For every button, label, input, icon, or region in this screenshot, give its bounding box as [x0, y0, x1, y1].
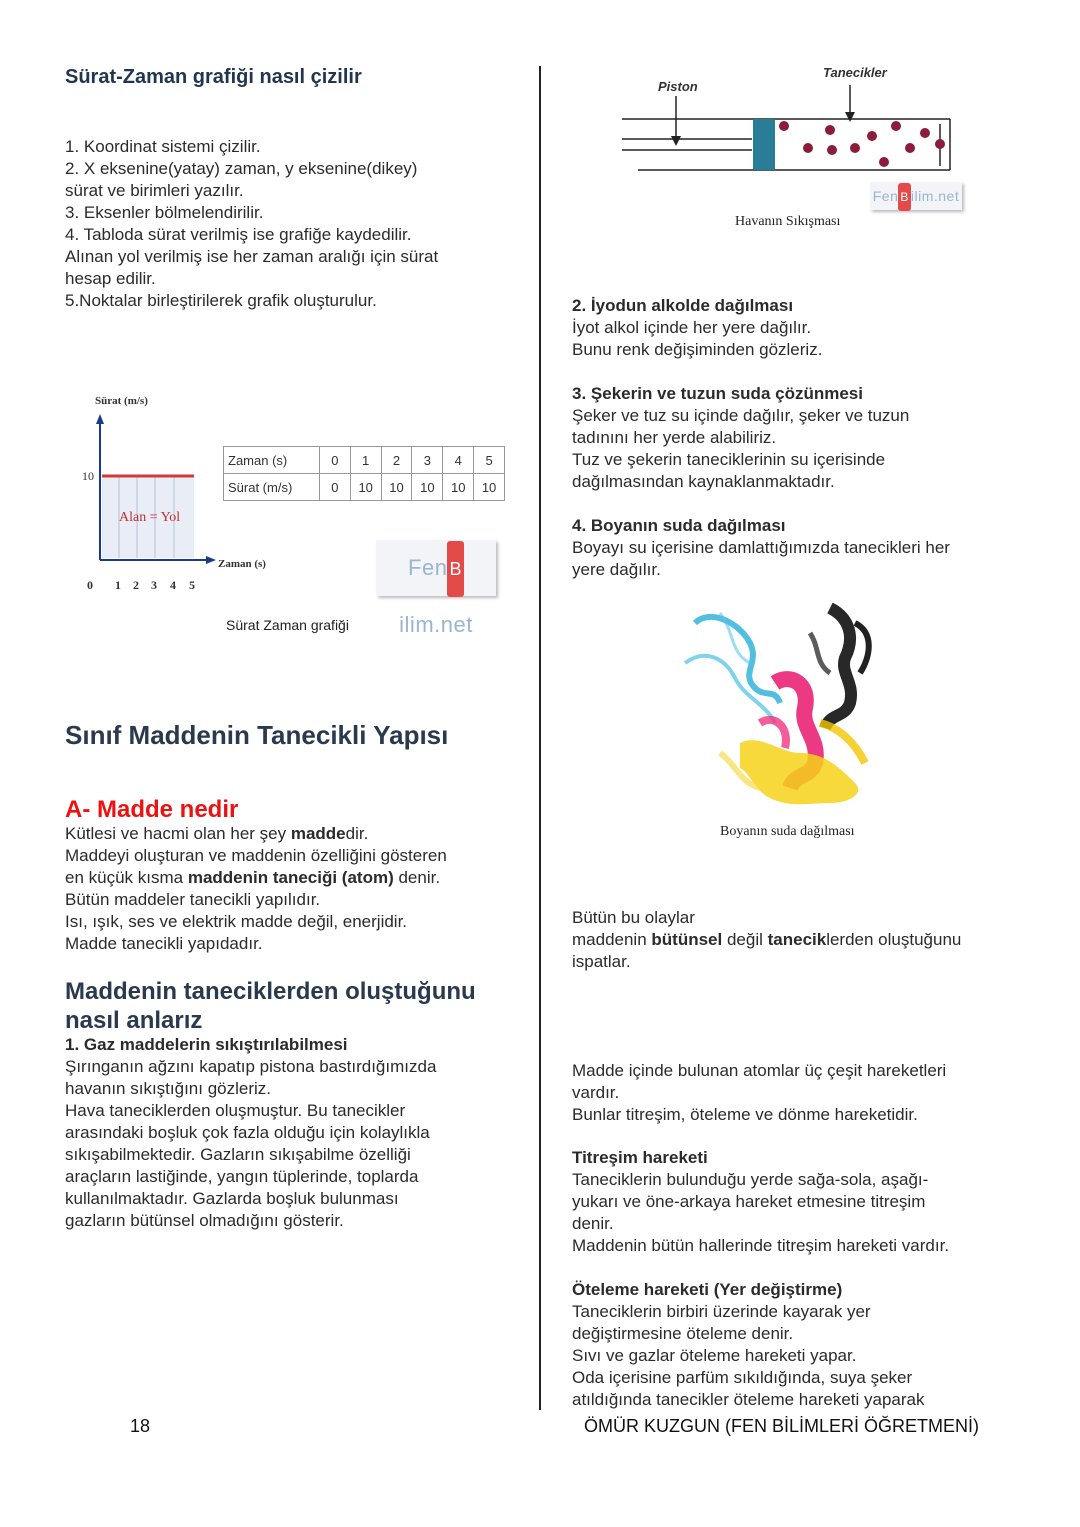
column-divider	[539, 66, 541, 1410]
text-span: en küçük kısma	[65, 868, 188, 887]
text-line: Madde tanecikli yapıdadır.	[65, 934, 263, 953]
table-cell: Zaman (s)	[224, 447, 320, 474]
step-line: sürat ve birimleri yazılır.	[65, 181, 244, 200]
fenbilim-logo	[870, 182, 962, 210]
footer-author: ÖMÜR KUZGUN (FEN BİLİMLERİ ÖĞRETMENİ)	[584, 1416, 980, 1436]
logo-text: ilim.net	[910, 188, 960, 204]
x-axis-label: Zaman (s)	[218, 558, 266, 570]
table-cell: 4	[443, 447, 474, 474]
motion-intro	[572, 1060, 1032, 1126]
bold-span: madde	[290, 824, 346, 843]
text-line: İyot alkol içinde her yere dağılır.	[572, 318, 812, 337]
step-line: hesap edilir.	[65, 269, 156, 288]
table-row	[224, 474, 505, 501]
text-line: dağılmasından kaynaklanmaktadır.	[572, 472, 835, 491]
olusum-title	[65, 977, 525, 1035]
step-line: 1. Koordinat sistemi çizilir.	[65, 137, 261, 156]
table-cell: 0	[320, 447, 351, 474]
text-line: gazların bütünsel olmadığını gösterir.	[65, 1211, 344, 1230]
text-line: Madde içinde bulunan atomlar üç çeşit hareketleri	[572, 1061, 947, 1080]
ink-caption: Boyanın suda dağılması	[720, 824, 855, 839]
area-label: Alan = Yol	[119, 510, 181, 525]
text-line: Bütün maddeler tanecikli yapılıdır.	[65, 890, 321, 909]
text-line: Taneciklerin bulunduğu yerde sağa-sola, aşağı-	[572, 1170, 929, 1189]
item-title: Öteleme hareketi (Yer değiştirme)	[572, 1280, 843, 1299]
unit-title: Sınıf Maddenin Tanecikli Yapısı	[65, 720, 449, 750]
text-span: değil	[722, 930, 768, 949]
table-cell: 10	[350, 474, 381, 501]
text-line: yukarı ve öne-arkaya hareket etmesine titreşim	[572, 1192, 926, 1211]
conclusion	[572, 907, 1042, 973]
text-line: tadınını her yerde alabiliriz.	[572, 428, 777, 447]
text-line: Maddenin bütün hallerinde titreşim hareketi vardır.	[572, 1236, 950, 1255]
piston-label: Piston	[658, 79, 698, 94]
speed-time-table	[223, 446, 505, 501]
text-line: havanın sıkıştığını gözleriz.	[65, 1079, 271, 1098]
table-cell: 10	[412, 474, 443, 501]
graph-section-title: Sürat-Zaman grafiği nasıl çizilir	[65, 66, 362, 88]
y-tick: 10	[82, 469, 94, 483]
particles	[779, 121, 945, 167]
text-line: Oda içerisine parfüm sıkıldığında, suya şeker	[572, 1368, 913, 1387]
olusum-body	[65, 1034, 525, 1232]
item4	[572, 515, 1032, 581]
text-line: ispatlar.	[572, 952, 631, 971]
ink-in-water-image	[680, 603, 900, 813]
logo-text: Fen	[872, 188, 899, 204]
table-cell: 3	[412, 447, 443, 474]
piston-caption: Havanın Sıkışması	[735, 214, 841, 229]
table-cell: 10	[443, 474, 474, 501]
text-line: Boyayı su içerisine damlattığımızda tanecikleri her	[572, 538, 950, 557]
titresim	[572, 1147, 1032, 1257]
text-line: vardır.	[572, 1083, 620, 1102]
table-cell: 0	[320, 474, 351, 501]
table-row	[224, 447, 505, 474]
text-line	[65, 867, 525, 889]
item-title: 1. Gaz maddelerin sıkıştırılabilmesi	[65, 1035, 348, 1054]
olusum-title-line: Maddenin taneciklerden oluştuğunu	[65, 978, 476, 1005]
x-tick: 5	[189, 578, 195, 592]
text-line: Sıvı ve gazlar öteleme hareketi yapar.	[572, 1346, 857, 1365]
text-line: Hava taneciklerden oluşmuştur. Bu tanecikler	[65, 1101, 406, 1120]
text-line: Isı, ışık, ses ve elektrik madde değil, enerjidir.	[65, 912, 408, 931]
text-line: değiştirmesine öteleme denir.	[572, 1324, 794, 1343]
text-line: Şeker ve tuz su içinde dağılır, şeker ve tuzun	[572, 406, 910, 425]
step-line: 5.Noktalar birleştirilerek grafik oluşturulur.	[65, 291, 377, 310]
text-line: arasındaki boşluk çok fazla olduğu için kolaylıkla	[65, 1123, 430, 1142]
logo-text: Fen	[408, 555, 448, 580]
table-cell: 10	[474, 474, 505, 501]
bold-span: tanecik	[767, 930, 827, 949]
bold-span: maddenin taneciği (atom)	[187, 868, 394, 887]
bold-span: bütünsel	[651, 930, 723, 949]
table-cell: Sürat (m/s)	[224, 474, 320, 501]
step-line: Alınan yol verilmiş ise her zaman aralığı için sürat	[65, 247, 439, 266]
text-line	[572, 929, 1042, 951]
logo-mark: B	[898, 183, 911, 211]
table-cell: 2	[381, 447, 412, 474]
graph-steps	[65, 136, 525, 312]
text-line: Bunu renk değişiminden gözleriz.	[572, 340, 823, 359]
particles-label: Tanecikler	[823, 65, 887, 80]
page-number: 18	[130, 1416, 151, 1436]
text-line	[65, 823, 525, 845]
table-cell: 1	[350, 447, 381, 474]
text-span: maddenin	[572, 930, 652, 949]
text-line: yere dağılır.	[572, 560, 661, 579]
text-line: Şırınganın ağzını kapatıp pistona bastırdığımızda	[65, 1057, 437, 1076]
text-span: denir.	[393, 868, 441, 887]
text-line: Taneciklerin birbiri üzerinde kayarak yer	[572, 1302, 871, 1321]
olusum-title-line: nasıl anlarız	[65, 1007, 203, 1034]
x-tick: 3	[151, 578, 157, 592]
madde-body	[65, 823, 525, 955]
item-title: Titreşim hareketi	[572, 1148, 708, 1167]
text-line: Maddeyi oluşturan ve maddenin özelliğini gösteren	[65, 846, 447, 865]
x-tick: 0	[87, 578, 93, 592]
y-axis-label: Sürat (m/s)	[95, 395, 148, 407]
text-line: Bütün bu olaylar	[572, 908, 695, 927]
text-line: atıldığında tanecikler öteleme hareketi yaparak	[572, 1390, 925, 1409]
logo-text: ilim.net	[399, 612, 473, 637]
item-title: 4. Boyanın suda dağılması	[572, 516, 786, 535]
item2	[572, 295, 1032, 361]
text-line: kullanılmaktadır. Gazlarda boşluk bulunması	[65, 1189, 399, 1208]
x-tick: 4	[170, 578, 176, 592]
item-title: 3. Şekerin ve tuzun suda çözünmesi	[572, 384, 863, 403]
text-line: Tuz ve şekerin taneciklerinin su içerisinde	[572, 450, 886, 469]
piston-head	[753, 119, 775, 170]
text-line: araçların lastiğinde, yangın tüplerinde, toplarda	[65, 1167, 419, 1186]
madde-title: A- Madde nedir	[65, 796, 239, 823]
x-tick: 2	[133, 578, 139, 592]
fenbilim-logo	[376, 540, 496, 637]
table-cell: 10	[381, 474, 412, 501]
ink-illustration	[680, 603, 900, 813]
item3	[572, 383, 1032, 493]
graph-caption: Sürat Zaman grafiği	[226, 617, 349, 633]
step-line: 2. X eksenine(yatay) zaman, y eksenine(dikey)	[65, 159, 418, 178]
text-span: lerden oluştuğunu	[826, 930, 962, 949]
x-tick: 1	[115, 578, 121, 592]
step-line: 4. Tabloda sürat verilmiş ise grafiğe kaydedilir.	[65, 225, 412, 244]
logo-mark: B	[447, 541, 464, 597]
text-span: Kütlesi ve hacmi olan her şey	[65, 824, 291, 843]
step-line: 3. Eksenler bölmelendirilir.	[65, 203, 264, 222]
text-line: sıkışabilmektedir. Gazların sıkışabilme özelliği	[65, 1145, 411, 1164]
oteleme	[572, 1279, 1032, 1411]
text-line: denir.	[572, 1214, 614, 1233]
item-title: 2. İyodun alkolde dağılması	[572, 296, 794, 315]
piston-figure	[620, 60, 970, 230]
table-cell: 5	[474, 447, 505, 474]
text-line: Bunlar titreşim, öteleme ve dönme hareketidir.	[572, 1105, 918, 1124]
text-span: dir.	[345, 824, 369, 843]
